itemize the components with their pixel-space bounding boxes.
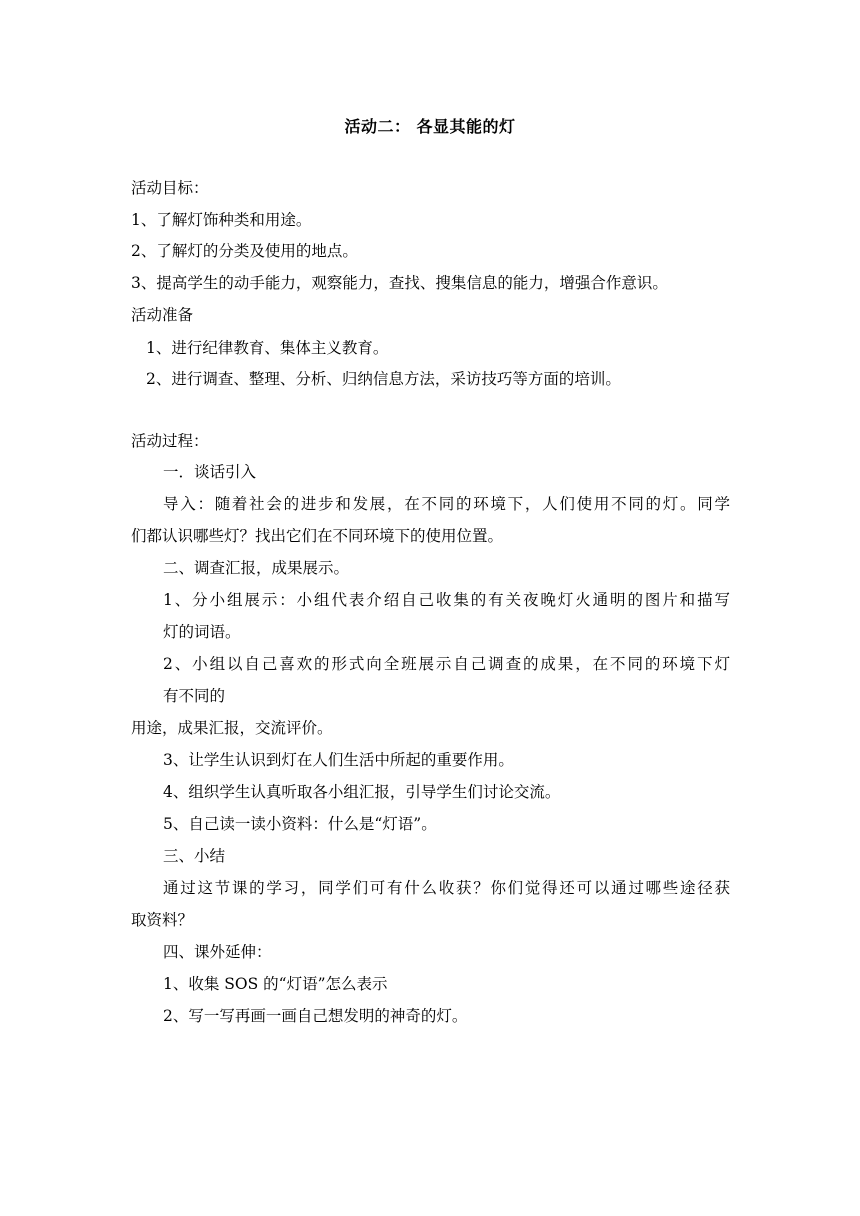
section-2-item-5: 5、自己读一读小资料：什么是“灯语”。 xyxy=(163,815,437,833)
section-4-item-1: 1、收集 SOS 的“灯语”怎么表示 xyxy=(163,975,388,993)
section-2-heading: 二、调查汇报，成果展示。 xyxy=(163,559,350,577)
goal-item-1: 1、了解灯饰种类和用途。 xyxy=(131,211,312,229)
goal-item-2: 2、了解灯的分类及使用的地点。 xyxy=(131,242,358,260)
section-1-heading: 一．谈话引入 xyxy=(163,463,257,481)
section-3-heading: 三、小结 xyxy=(163,847,226,865)
section-3-paragraph-line-1: 通过这节课的学习，同学们可有什么收获？你们觉得还可以通过哪些途径获 xyxy=(163,879,730,897)
section-2-item-1-line-1: 1、分小组展示：小组代表介绍自己收集的有关夜晚灯火通明的图片和描写 xyxy=(163,591,730,609)
document-title: 活动二： 各显其能的灯 xyxy=(344,117,516,136)
section-2-item-3: 3、让学生认识到灯在人们生活中所起的重要作用。 xyxy=(163,751,514,769)
goal-item-3: 3、提高学生的动手能力，观察能力，查找、搜集信息的能力，增强合作意识。 xyxy=(131,274,668,292)
section-2-item-2-line-1: 2、小组以自己喜欢的形式向全班展示自己调查的成果，在不同的环境下灯 xyxy=(163,655,730,673)
goals-heading: 活动目标： xyxy=(131,179,209,197)
prep-heading: 活动准备 xyxy=(131,306,194,324)
section-2-item-2-line-3: 用途，成果汇报，交流评价。 xyxy=(131,719,333,737)
section-1-paragraph-line-1: 导入：随着社会的进步和发展，在不同的环境下，人们使用不同的灯。同学 xyxy=(163,495,730,513)
section-4-item-2: 2、写一写再画一画自己想发明的神奇的灯。 xyxy=(163,1007,468,1025)
prep-item-1: 1、进行纪律教育、集体主义教育。 xyxy=(146,339,389,357)
section-2-item-4: 4、组织学生认真听取各小组汇报，引导学生们讨论交流。 xyxy=(163,783,561,801)
section-2-item-2-line-2: 有不同的 xyxy=(163,687,226,705)
section-1-paragraph-line-2: 们都认识哪些灯？找出它们在不同环境下的使用位置。 xyxy=(131,527,504,545)
section-3-paragraph-line-2: 取资料？ xyxy=(131,911,194,929)
section-4-heading: 四、课外延伸： xyxy=(163,943,272,961)
process-heading: 活动过程： xyxy=(131,432,209,450)
section-2-item-1-line-2: 灯的词语。 xyxy=(163,623,241,641)
prep-item-2: 2、进行调查、整理、分析、归纳信息方法，采访技巧等方面的培训。 xyxy=(146,370,621,388)
